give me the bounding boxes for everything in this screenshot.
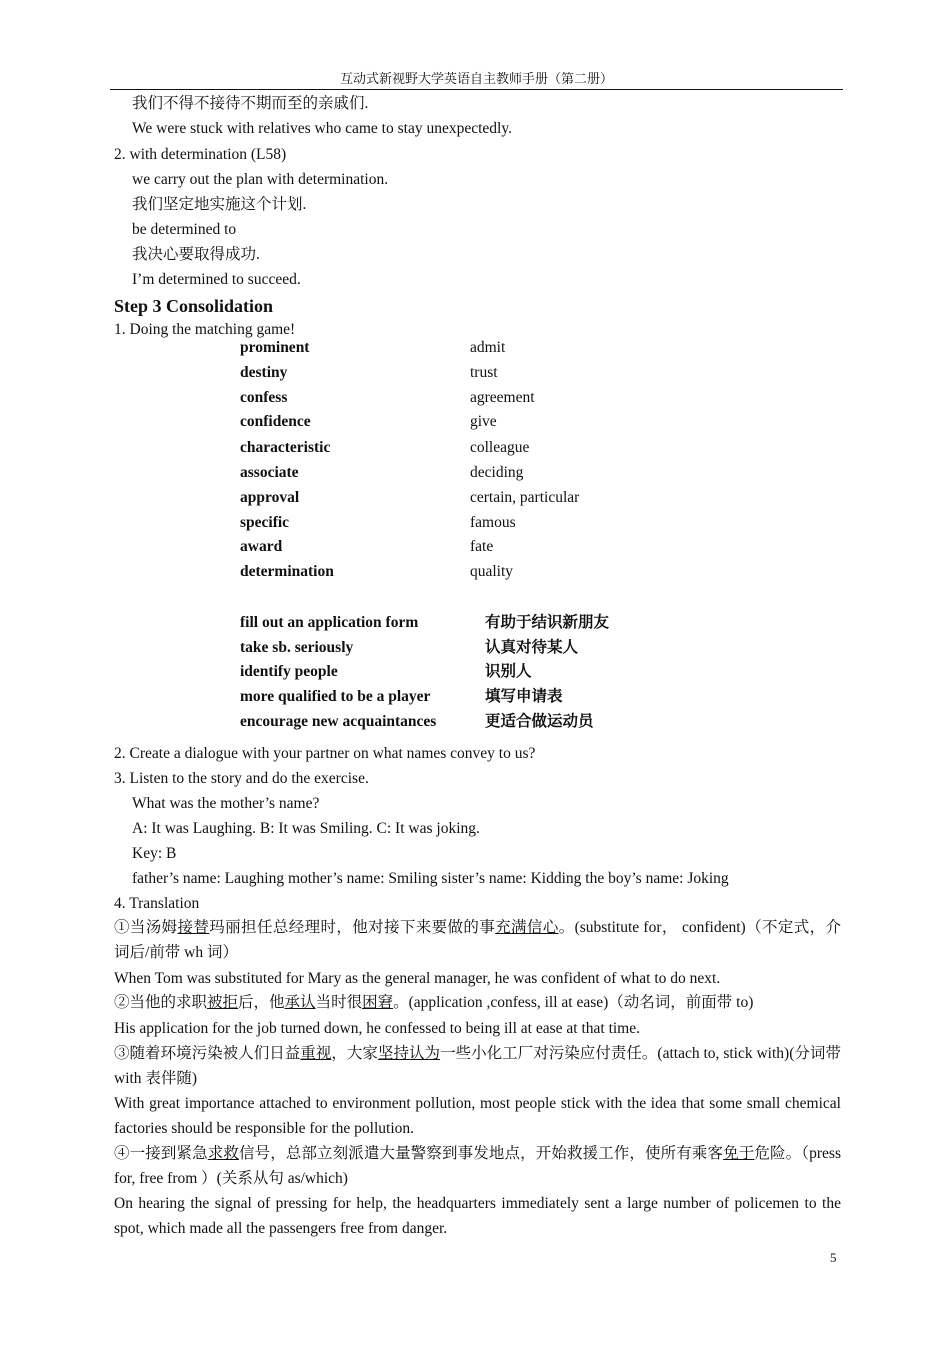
example-en-3: be determined to [132,221,237,238]
match-meaning: certain, particular [470,489,580,506]
match-word: approval [240,489,300,506]
listening-names: father’s name: Laughing mother’s name: Smiling sister’s name: Kidding the boy’s name: Joking [132,870,729,887]
example-cn-1: 我们不得不接待不期而至的亲戚们. [132,95,369,112]
step3-item-1: 1. Doing the matching game! [114,321,296,338]
listening-key: Key: B [132,845,177,862]
listening-options: A: It was Laughing. B: It was Smiling. C: It was joking. [132,820,480,837]
match-meaning: admit [470,339,506,356]
text-run: ④一接到紧急 [114,1145,208,1162]
text-run: 玛丽担任总经理时，他对接下来要做的事 [209,919,496,936]
listening-question: What was the mother’s name? [132,795,320,812]
translation-3-cn [114,1041,841,1091]
phrase-cn: 有助于结识新朋友 [485,614,610,631]
example-en-4: I’m determined to succeed. [132,271,301,288]
underlined-term: 困窘 [362,994,394,1011]
text-run: 危险。（press for, free from ）(关系从句 as/which) [114,1145,841,1187]
match-meaning: trust [470,364,498,381]
translation-3-en: With great importance attached to environment pollution, most people stick with the idea that some small chemical factories should be responsible for the pollution. [114,1095,841,1137]
translation-2-cn [114,993,753,1013]
underlined-term: 承认 [284,994,316,1011]
underlined-term: 求救 [207,1145,239,1162]
match-word: confess [240,389,288,406]
text-run: ①当汤姆 [114,919,178,936]
item-2-with-determination: 2. with determination (L58) [114,146,287,163]
phrase-cn: 认真对待某人 [485,639,579,656]
phrase-en: fill out an application form [240,614,419,631]
translation-1-en: When Tom was substituted for Mary as the general manager, he was confident of what to do next. [114,970,721,987]
phrase-cn: 识别人 [485,663,532,680]
text-run: ③随着环境污染被人们日益 [114,1045,301,1062]
match-meaning: quality [470,563,514,580]
text-run: 信号，总部立刻派遣大量警察到事发地点，开始救援工作，使所有乘客 [238,1145,724,1162]
page-number: 5 [830,1250,837,1265]
phrase-en: take sb. seriously [240,639,354,656]
example-cn-3: 我决心要取得成功. [132,246,260,263]
match-word: characteristic [240,439,331,456]
text-run: 。(application ,confess, ill at ease)（动名词，前面带 to) [393,994,754,1011]
phrase-en: more qualified to be a player [240,688,431,705]
example-en-1: We were stuck with relatives who came to stay unexpectedly. [132,120,512,137]
match-word: prominent [240,339,310,356]
match-meaning: fate [470,538,494,555]
step3-item-3: 3. Listen to the story and do the exercise. [114,770,369,787]
match-word: confidence [240,413,311,430]
match-word: specific [240,514,290,531]
step3-item-2: 2. Create a dialogue with your partner on what names convey to us? [114,745,536,762]
text-run: 一些小化工厂对污染应付责任。(attach to, stick with)(分词带 with 表伴随) [114,1045,841,1087]
translation-1-cn [114,915,841,965]
phrase-en: encourage new acquaintances [240,713,437,730]
step3-item-4: 4. Translation [114,895,200,912]
text-run: ，大家 [331,1045,378,1062]
translation-4-cn [114,1141,841,1191]
match-word: destiny [240,364,288,381]
match-meaning: famous [470,514,516,531]
page-header: 互动式新视野大学英语自主教师手册（第二册） [110,70,843,90]
phrase-cn: 填写申请表 [485,688,563,705]
match-word: award [240,538,283,555]
match-meaning: colleague [470,439,530,456]
match-meaning: deciding [470,464,524,481]
example-en-2: we carry out the plan with determination. [132,171,389,188]
underlined-term: 接替 [177,919,210,936]
underlined-term: 免于 [723,1145,755,1162]
text-run: 后，他 [238,994,285,1011]
underlined-term: 被拒 [207,994,239,1011]
match-meaning: give [470,413,497,430]
example-cn-2: 我们坚定地实施这个计划. [132,196,307,213]
translation-4-en: On hearing the signal of pressing for help, the headquarters immediately sent a large number of policemen to the spot, which made all the passengers free from danger. [114,1195,841,1237]
text-run: ②当他的求职 [114,994,208,1011]
phrase-cn: 更适合做运动员 [485,713,594,730]
text-run: 。(substitute for， confident)（不定式，介词后/前带 wh 词） [114,919,841,961]
match-word: associate [240,464,299,481]
underlined-term: 重视 [300,1045,332,1062]
match-word: determination [240,563,334,580]
underlined-term: 充满信心 [495,919,559,936]
section-title-step3: Step 3 Consolidation [114,296,274,316]
match-meaning: agreement [470,389,535,406]
text-run: 当时很 [315,994,363,1011]
phrase-en: identify people [240,663,338,680]
underlined-term: 坚持认为 [377,1045,441,1062]
translation-2-en: His application for the job turned down, he confessed to being ill at ease at that time. [114,1020,640,1037]
